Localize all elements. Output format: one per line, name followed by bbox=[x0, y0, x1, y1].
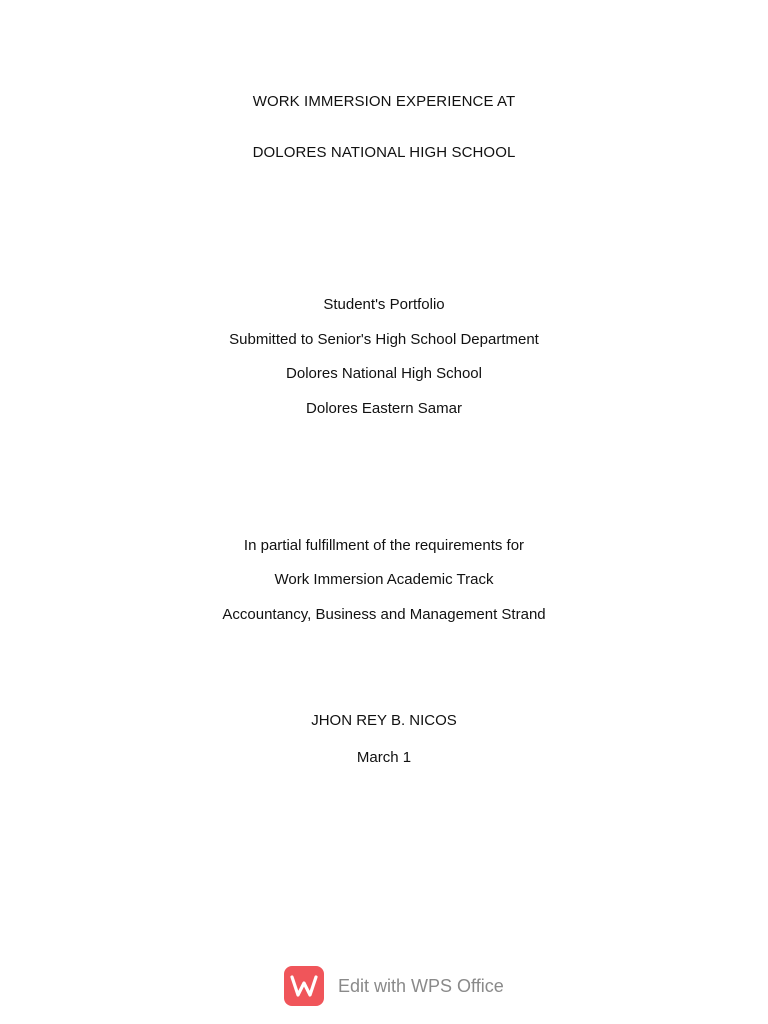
fulfillment-line-3: Accountancy, Business and Management Strand bbox=[222, 606, 546, 623]
portfolio-line-2: Submitted to Senior's High School Department bbox=[229, 331, 539, 348]
fulfillment-line-1: In partial fulfillment of the requirements for bbox=[243, 537, 525, 554]
portfolio-line-3: Dolores National High School bbox=[286, 365, 482, 382]
edit-with-wps-button[interactable] bbox=[284, 965, 504, 1007]
document-date: March 1 bbox=[356, 749, 412, 766]
fulfillment-line-2: Work Immersion Academic Track bbox=[274, 571, 494, 588]
portfolio-line-4: Dolores Eastern Samar bbox=[306, 400, 462, 417]
wps-office-logo-icon bbox=[284, 966, 324, 1006]
portfolio-line-1: Student's Portfolio bbox=[323, 296, 445, 313]
document-title-line-1: WORK IMMERSION EXPERIENCE AT bbox=[252, 93, 516, 110]
author-name: JHON REY B. NICOS bbox=[311, 712, 457, 729]
edit-with-wps-label: Edit with WPS Office bbox=[338, 975, 504, 996]
document-title-line-2: DOLORES NATIONAL HIGH SCHOOL bbox=[252, 144, 516, 161]
